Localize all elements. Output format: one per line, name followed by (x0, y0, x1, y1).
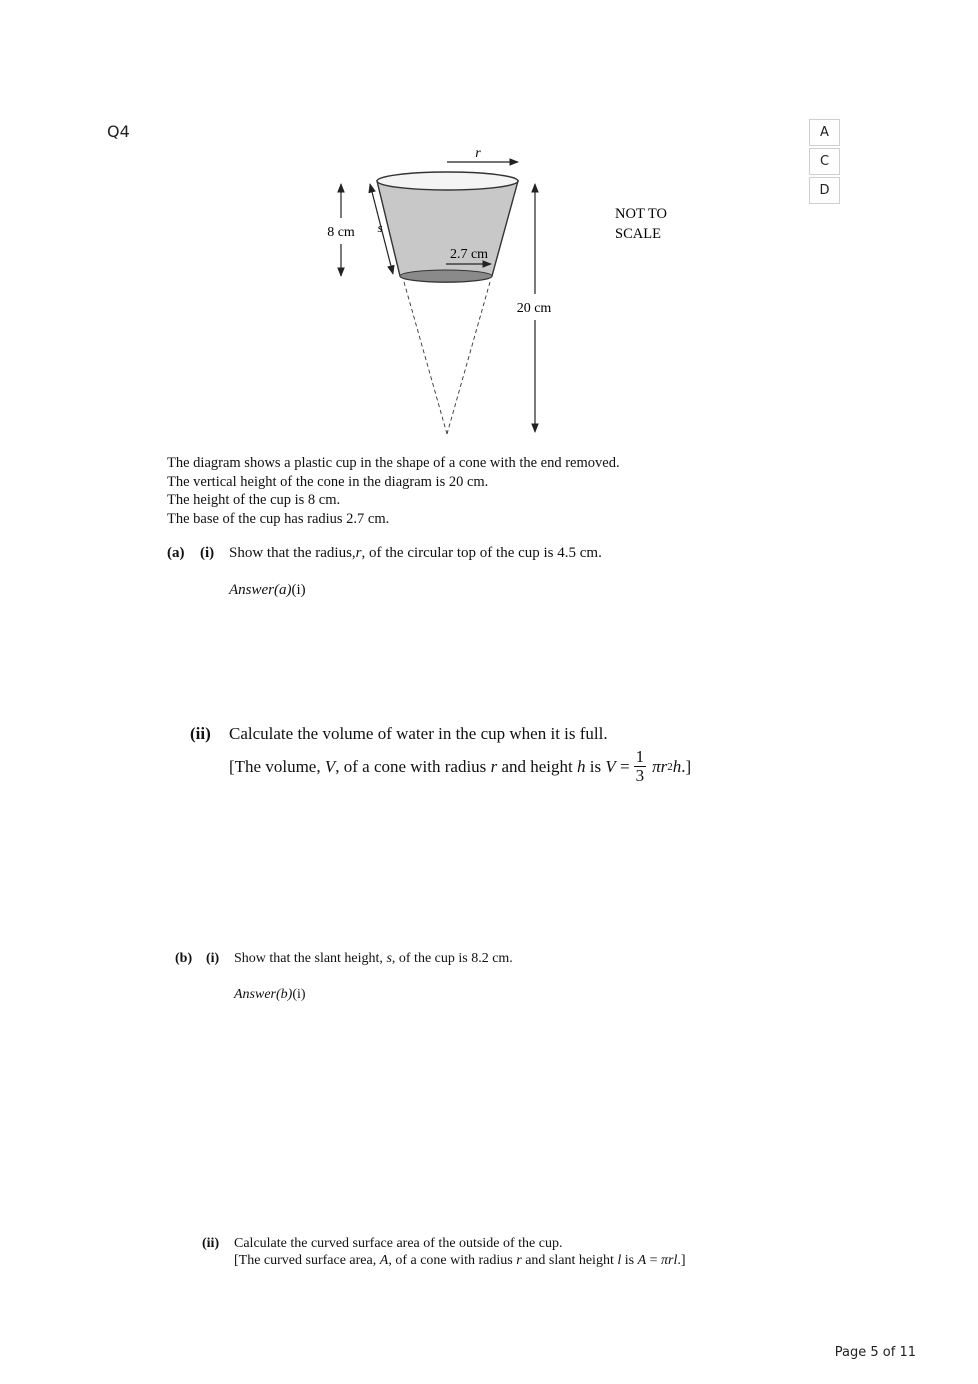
answer-a-label: Answer(a) (229, 582, 292, 598)
formula-text: [The curved surface area, (234, 1253, 380, 1268)
marker-button-a[interactable]: A (809, 119, 840, 146)
question-a-i (167, 545, 602, 562)
formula-superscript: 2 (667, 760, 673, 773)
formula-var: A (637, 1253, 647, 1268)
cup-base (400, 270, 492, 282)
question-b-ii (202, 1236, 562, 1252)
intro-line: The diagram shows a plastic cup in the shape of a cone with the end removed. (167, 455, 620, 471)
formula-text: , of a cone with radius (388, 1253, 517, 1268)
part-b-ii-label: (ii) (202, 1236, 220, 1251)
formula-var: V (605, 756, 616, 776)
answer-b-label: Answer(b) (234, 987, 293, 1002)
part-a-i-text-before: Show that the radius, (229, 545, 356, 561)
answer-b-suffix: (i) (292, 987, 306, 1002)
formula-text: .] (677, 1253, 686, 1268)
part-b-i-label: (i) (206, 951, 220, 966)
question-number: Q4 (107, 122, 130, 141)
part-a-ii-text: Calculate the volume of water in the cup when it is full. (229, 724, 608, 743)
marker-button-c[interactable]: C (809, 148, 840, 175)
cone-dashed-right (447, 282, 490, 434)
surface-area-formula (234, 1253, 686, 1269)
formula-text: [The volume, (229, 756, 325, 776)
formula-var: πr (652, 756, 668, 776)
formula-var: r (490, 756, 498, 776)
page-number: Page 5 of 11 (834, 1345, 916, 1360)
part-a-i-text-after: , of the circular top of the cup is 4.5 cm. (361, 545, 602, 561)
fraction-denominator: 3 (635, 766, 645, 785)
cone-cup-diagram (300, 140, 700, 440)
label-base-radius: 2.7 cm (449, 247, 489, 262)
answer-a-suffix: (i) (291, 582, 306, 598)
formula-text: = (615, 756, 630, 776)
intro-line: The height of the cup is 8 cm. (167, 492, 341, 508)
fraction-one-third (634, 748, 647, 785)
intro-text (167, 454, 620, 528)
formula-var: V (324, 756, 336, 776)
formula-var: πrl (661, 1253, 678, 1268)
part-a-i-label: (i) (200, 545, 215, 561)
marker-button-group (809, 119, 840, 206)
cup-body (377, 181, 518, 282)
formula-text: is (585, 756, 606, 776)
intro-line: The base of the cup has radius 2.7 cm. (167, 510, 390, 527)
part-b-i-text-before: Show that the slant height, (234, 951, 387, 966)
answer-a-i (229, 582, 306, 599)
part-b-i-text-after: , of the cup is 8.2 cm. (391, 951, 513, 966)
formula-var: r (516, 1253, 522, 1268)
formula-var: h (672, 756, 682, 776)
label-r: r (475, 146, 481, 161)
part-a-ii-label: (ii) (190, 724, 211, 743)
label-cup-height: 8 cm (327, 225, 355, 240)
formula-text: and height (497, 756, 577, 776)
not-to-scale-line2: SCALE (615, 226, 661, 242)
question-b-i (175, 951, 513, 967)
formula-var: l (617, 1253, 622, 1268)
intro-line: The vertical height of the cone in the diagram is 20 cm. (167, 473, 489, 490)
part-b-i-var: s (386, 951, 392, 966)
marker-button-d[interactable]: D (809, 177, 840, 204)
formula-text: , of a cone with radius (335, 756, 491, 776)
part-a-label: (a) (167, 545, 185, 561)
formula-text: is (621, 1253, 638, 1268)
cup-top-rim (377, 172, 518, 190)
cone-dashed-left (404, 282, 447, 434)
part-b-ii-text: Calculate the curved surface area of the outside of the cup. (234, 1236, 563, 1251)
question-a-ii (190, 724, 608, 744)
volume-formula (229, 748, 691, 785)
fraction-numerator: 1 (635, 747, 645, 766)
part-a-i-var: r (355, 545, 362, 561)
formula-text: = (646, 1253, 662, 1268)
formula-var: A (379, 1253, 389, 1268)
formula-text: and slant height (521, 1253, 618, 1268)
label-s: s (377, 220, 383, 235)
formula-text: .] (681, 756, 692, 776)
label-total-height: 20 cm (516, 301, 552, 316)
part-b-label: (b) (175, 951, 193, 966)
not-to-scale-line1: NOT TO (615, 206, 667, 222)
formula-var: h (576, 756, 586, 776)
answer-b-i (234, 987, 306, 1003)
